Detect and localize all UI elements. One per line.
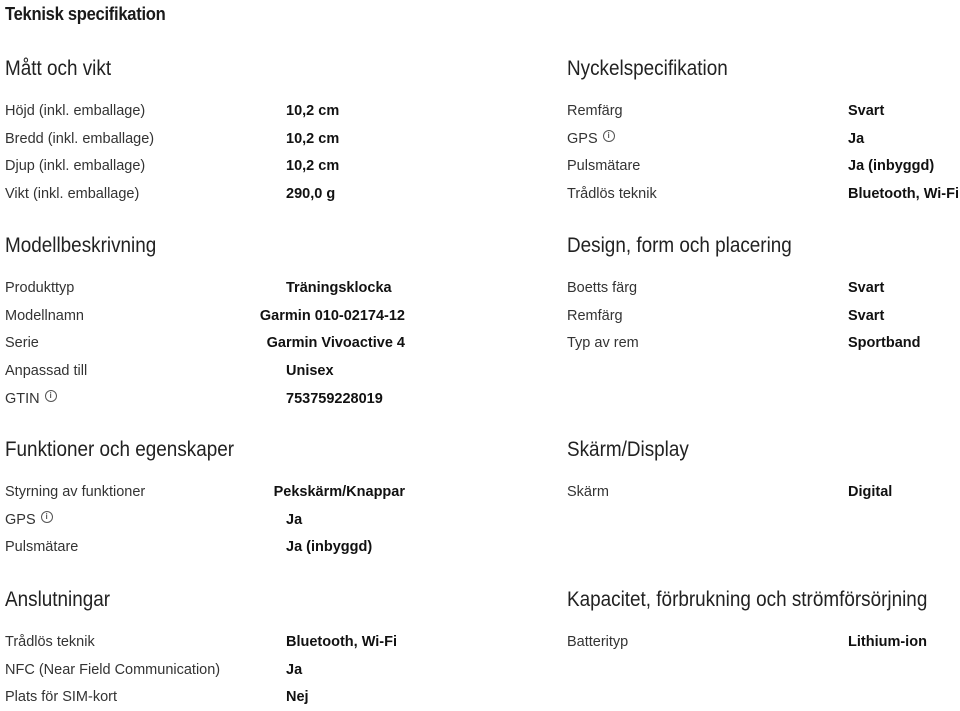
spec-value: Nej: [286, 689, 309, 706]
spec-list: [5, 478, 405, 561]
spec-label-wrap: [5, 539, 286, 555]
spec-value: Bluetooth, Wi-Fi: [286, 633, 398, 650]
spec-row: [567, 274, 960, 302]
spec-label: Remfärg: [567, 102, 623, 119]
section-kapacitet: [567, 585, 960, 656]
section-funktioner-och-egenskaper: [5, 435, 405, 561]
spec-label: Typ av rem: [567, 335, 639, 352]
spec-row: [567, 97, 960, 125]
section-title: Design, form och placering: [567, 234, 792, 257]
spec-label-wrap: [5, 280, 286, 296]
spec-label: GPS: [5, 511, 36, 528]
spec-label-wrap: [567, 484, 848, 500]
spec-list: [5, 628, 405, 711]
spec-label-wrap: [5, 186, 286, 202]
spec-label: Pulsmätare: [567, 158, 641, 175]
spec-value: Träningsklocka: [286, 279, 392, 296]
spec-value: Svart: [848, 102, 885, 119]
info-icon[interactable]: i: [41, 511, 53, 523]
spec-value: Pekskärm/Knappar: [273, 483, 405, 500]
spec-value: Unisex: [286, 363, 334, 380]
spec-label-wrap: [5, 512, 286, 528]
spec-label-wrap: [5, 131, 286, 147]
spec-list: [567, 628, 960, 656]
spec-list: [567, 478, 960, 506]
section-modellbeskrivning: [5, 231, 405, 413]
spec-row: [567, 125, 960, 153]
spec-row: [5, 357, 405, 385]
spec-row: [567, 330, 960, 358]
spec-label: Vikt (inkl. emballage): [5, 186, 140, 203]
info-icon[interactable]: i: [603, 130, 615, 142]
spec-label-wrap: [5, 662, 286, 678]
spec-value: Garmin 010-02174-12: [259, 307, 405, 324]
section-title: Kapacitet, förbrukning och strömförsörjning: [567, 588, 928, 611]
spec-row: [5, 385, 405, 413]
spec-value: Ja: [286, 511, 303, 528]
spec-row: [5, 180, 405, 208]
section-title: Nyckelspecifikation: [567, 57, 728, 80]
spec-label: Styrning av funktioner: [5, 483, 146, 500]
spec-list: [5, 274, 405, 413]
spec-label-wrap: [567, 280, 848, 296]
info-icon[interactable]: i: [45, 390, 57, 402]
spec-label-wrap: [567, 308, 848, 324]
section-title: Mått och vikt: [5, 57, 112, 80]
spec-value: Bluetooth, Wi-Fi: [848, 186, 960, 203]
spec-list: [5, 97, 405, 208]
spec-label: Anpassad till: [5, 363, 88, 380]
spec-label: Boetts färg: [567, 279, 638, 296]
spec-row: [567, 302, 960, 330]
section-skarm-display: [567, 435, 960, 506]
spec-list: [567, 274, 960, 357]
spec-row: [567, 153, 960, 181]
spec-label-wrap: [5, 103, 286, 119]
spec-row: [5, 302, 405, 330]
section-matt-och-vikt: [5, 54, 405, 208]
spec-label-wrap: [567, 158, 848, 174]
spec-value: 10,2 cm: [286, 130, 340, 147]
spec-label-wrap: [5, 335, 267, 351]
spec-label-wrap: [567, 131, 848, 147]
spec-label: Pulsmätare: [5, 539, 79, 556]
spec-row: [567, 628, 960, 656]
spec-label-wrap: [567, 103, 848, 119]
spec-label: GPS: [567, 130, 598, 147]
spec-row: [5, 153, 405, 181]
section-title: Funktioner och egenskaper: [5, 438, 235, 461]
spec-label: Remfärg: [567, 307, 623, 324]
spec-label: Serie: [5, 335, 39, 352]
spec-value: Ja (inbyggd): [286, 539, 373, 556]
spec-label-wrap: [5, 391, 286, 407]
section-title: Anslutningar: [5, 588, 111, 611]
spec-label: GTIN: [5, 391, 40, 408]
spec-label: Produkttyp: [5, 279, 75, 296]
page-title: Teknisk specifikation: [5, 4, 166, 24]
spec-value: Ja (inbyggd): [848, 158, 935, 175]
spec-label: Batterityp: [567, 633, 629, 650]
spec-row: [5, 330, 405, 358]
spec-row: [5, 478, 405, 506]
spec-label: Skärm: [567, 483, 609, 500]
spec-value: Svart: [848, 279, 885, 296]
spec-label-wrap: [5, 689, 286, 705]
spec-row: [5, 684, 405, 711]
spec-row: [567, 478, 960, 506]
spec-value: Lithium-ion: [848, 633, 927, 650]
spec-label-wrap: [5, 308, 260, 324]
spec-label: Plats för SIM-kort: [5, 689, 117, 706]
spec-label-wrap: [5, 484, 274, 500]
spec-label-wrap: [5, 363, 286, 379]
spec-label: NFC (Near Field Communication): [5, 661, 221, 678]
section-anslutningar: [5, 585, 405, 711]
spec-label-wrap: [5, 158, 286, 174]
spec-value: Ja: [848, 130, 865, 147]
section-title: Modellbeskrivning: [5, 234, 157, 257]
spec-label: Modellnamn: [5, 307, 84, 324]
spec-row: [5, 274, 405, 302]
spec-value: Sportband: [848, 335, 921, 352]
spec-value: Svart: [848, 307, 885, 324]
spec-list: [567, 97, 960, 208]
spec-label-wrap: [5, 634, 286, 650]
section-design-form-placering: [567, 231, 960, 357]
spec-value: 10,2 cm: [286, 102, 340, 119]
spec-row: [5, 97, 405, 125]
spec-row: [5, 656, 405, 684]
spec-value: 753759228019: [286, 391, 383, 408]
spec-row: [5, 628, 405, 656]
spec-value: Ja: [286, 661, 303, 678]
spec-row: [5, 125, 405, 153]
spec-row: [5, 506, 405, 534]
section-title: Skärm/Display: [567, 438, 689, 461]
spec-value: Garmin Vivoactive 4: [266, 335, 405, 352]
spec-row: [567, 180, 960, 208]
spec-label: Trådlös teknik: [5, 633, 95, 650]
spec-value: 290,0 g: [286, 186, 336, 203]
spec-value: Digital: [848, 483, 893, 500]
spec-row: [5, 534, 405, 562]
spec-value: 10,2 cm: [286, 158, 340, 175]
spec-label-wrap: [567, 335, 848, 351]
spec-label: Bredd (inkl. emballage): [5, 130, 155, 147]
spec-label-wrap: [567, 186, 848, 202]
spec-label-wrap: [567, 634, 848, 650]
section-nyckelspecifikation: [567, 54, 960, 208]
spec-label: Djup (inkl. emballage): [5, 158, 146, 175]
spec-label: Höjd (inkl. emballage): [5, 102, 146, 119]
spec-label: Trådlös teknik: [567, 186, 657, 203]
